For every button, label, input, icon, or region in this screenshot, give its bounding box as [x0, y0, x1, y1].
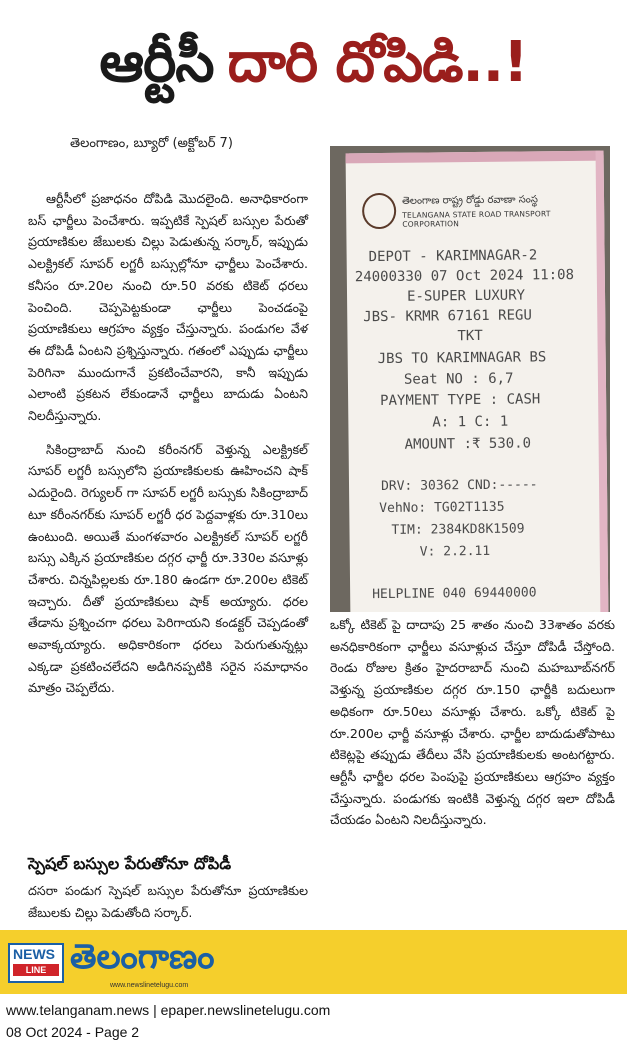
article-right-column: ఒక్కో టికెట్ పై దాదాపు 25 శాతం నుంచి 33శాతం వరకు అనధికారికంగా ఛార్జీలు వసూళ్లుచ చేస్తూ దోపిడీ చేస్తోంది. రెండు రోజుల క్రితం హైదరాబాద్ నుంచి మహబూబ్‌నగర్ వెళ్తున్న ప్రయాణికుల దగ్గర రూ.150 ఛార్జీకి బదులుగా అధికంగా రూ.50లు వసూళ్లు చేశారు. ఒక్కో టికెట్ పై రూ.200ల ఛార్జీ వసూళ్లు చేశారు. ఛార్జీల బాదుడుతోపాటు టికెట్లపై తప్పుడు తేదీలు వేసి ప్రయాణికులకు అంటగట్టారు. ఆర్టీసీ ఛార్జీల ధరల పెంపుపై ప్రయాణికులు ఆగ్రహం వ్యక్తం చేస్తున్నారు. పండుగకు ఇంటికి వెళ్తున్న దగ్గర ఇలా దోపిడీ చేయడం ఏంటని నిలదీస్తున్నారు.: [330, 617, 615, 828]
ticket-line: AMOUNT :₹ 530.0: [404, 435, 532, 453]
ticket-line: 24000330 07 Oct 2024 11:08: [354, 266, 575, 286]
ticket-line: A: 1 C: 1: [432, 413, 509, 431]
ticket-line: JBS TO KARIMNAGAR BS: [377, 349, 547, 368]
article-left-column: [28, 188, 308, 711]
ticket-corp-telugu: తెలంగాణ రాష్ట్ర రోడ్డు రవాణా సంస్థ: [401, 194, 538, 207]
newsline-logo[interactable]: [8, 943, 64, 983]
ticket-line: TIM: 2384KD8K1509: [391, 521, 525, 538]
ticket-line: Seat NO : 6,7: [403, 370, 514, 388]
logo-news-text: NEWS: [13, 946, 55, 962]
article-paragraph: సికింద్రాబాద్ నుంచి కరీంనగర్ వెళ్తున్న ఎలక్ట్రికల్ సూపర్ లగ్జరీ బస్సులోని ప్రయాణికులకు ఊహించని షాక్ ఎదురైంది. రెగ్యులర్ గా సూపర్ లగ్జరీ బస్సుకు సికింద్రాబాద్ టూ కరీంనగర్‌కు సూపర్ లగ్జరీ ధర పెద్దవాళ్లకు రూ.310లు ఉంటుంది. అయితే మంగళవారం ఎలక్ట్రికల్ సూపర్ లగ్జరీ బస్సు ఎక్కిన ప్రయాణికుల దగ్గర ఛార్జీ రూ.330ల వసూళ్లు చేశారు. చిన్నపిల్లలకు రూ.180 ఉండగా రూ.200ల టికెట్ ఇచ్చారు. దీతో ప్రయాణికులు షాక్ అయ్యారు. ధరల తేడాను ప్రశ్నించగా ధరలు పెరిగాయని కండక్టర్ చెప్పడంతో అవాక్కయ్యారు. అధికారికంగా ధరలు పెరుగుతున్నట్లు ఎక్కడా ప్రకటించలేదని అడిగినప్పటికి సరైన సమాధానం మాత్రం చెప్పలేదు.: [28, 441, 308, 696]
ticket-line: HELPLINE 040 69440000: [372, 585, 537, 603]
ticket-line: DEPOT - KARIMNAGAR-2: [368, 247, 538, 266]
ticket-stripe: [346, 151, 604, 164]
article-subhead: స్పెషల్ బస్సుల పేరుతోనూ దోపిడీ: [28, 854, 232, 873]
brand-url[interactable]: www.newslinetelugu.com: [110, 982, 189, 989]
ticket-line: E-SUPER LUXURY: [406, 287, 526, 305]
ticket-line: V: 2.2.11: [419, 543, 491, 560]
ticket-line: JBS- KRMR 67161 REGU: [363, 307, 532, 326]
ticket-line: PAYMENT TYPE : CASH: [380, 391, 541, 410]
bus-ticket: [346, 151, 609, 612]
ticket-line: DRV: 30362 CND:-----: [380, 477, 538, 495]
headline-part1: ఆర్టీసీ: [99, 29, 214, 95]
footer-links[interactable]: www.telanganam.news | epaper.newslinetelugu.com: [6, 1002, 331, 1018]
footer-date: 08 Oct 2024 - Page 2: [6, 1024, 140, 1040]
article-paragraph: ఆర్టీసీలో ప్రజాధనం దోపిడి మొదలైంది. అనాధికారంగా బస్ ఛార్జీలు పెంచేశారు. ఇప్పటికే స్పెషల్ బస్సుల పేరుతో ప్రయాణికుల జేబులకు చిల్లు పెడుతున్న సర్కార్, ఇప్పుడు ఎలక్ట్రికల్ సూపర్ లగ్జరీ బస్సుల్లోనూ ఛార్జీలు పెంచేశారు. కనీసం రూ.20ల నుంచి రూ.50 వరకు టికెట్ ధరలు పెంచింది. చెప్పపెట్టకుండా ఛార్జీలు పెంచడంపై ప్రయాణికులు ఆగ్రహం వ్యక్తం చేస్తున్నారు. పండుగల వేళ ఈ దోపిడీ ఏంటని ప్రశ్నిస్తున్నారు. గతంలో ఎప్పుడు ఛార్జీలు పెరిగినా ముందుగానే ప్రకటించేవారని, కానీ ఇప్పుడు ఎలాంటి ప్రకటన లేకుండానే ఛార్జీలు బాదుడు ఏంటని నిలదీస్తున్నారు.: [28, 191, 308, 424]
ticket-line: VehNo: TG02T1135: [379, 499, 505, 517]
headline-part2: దారి దోపిడి..!: [227, 29, 528, 95]
ticket-photo: [330, 146, 610, 612]
telanganam-brand: తెలంగాణం: [70, 937, 215, 977]
headline: [0, 0, 627, 125]
ticket-corp-english: TELANGANA STATE ROAD TRANSPORT CORPORATION: [402, 209, 551, 229]
tsrtc-emblem-icon: [362, 193, 396, 229]
ticket-line: TKT: [457, 327, 483, 345]
byline: తెలంగాణం, బ్యూరో (అక్టోబర్ 7): [70, 136, 233, 151]
article-paragraph: దసరా పండుగ స్పెషల్ బస్సుల పేరుతోనూ ప్రయాణికుల జేబులకు చిల్లు పెడుతోంది సర్కార్.: [28, 883, 308, 920]
logo-line-text: LINE: [13, 964, 59, 976]
